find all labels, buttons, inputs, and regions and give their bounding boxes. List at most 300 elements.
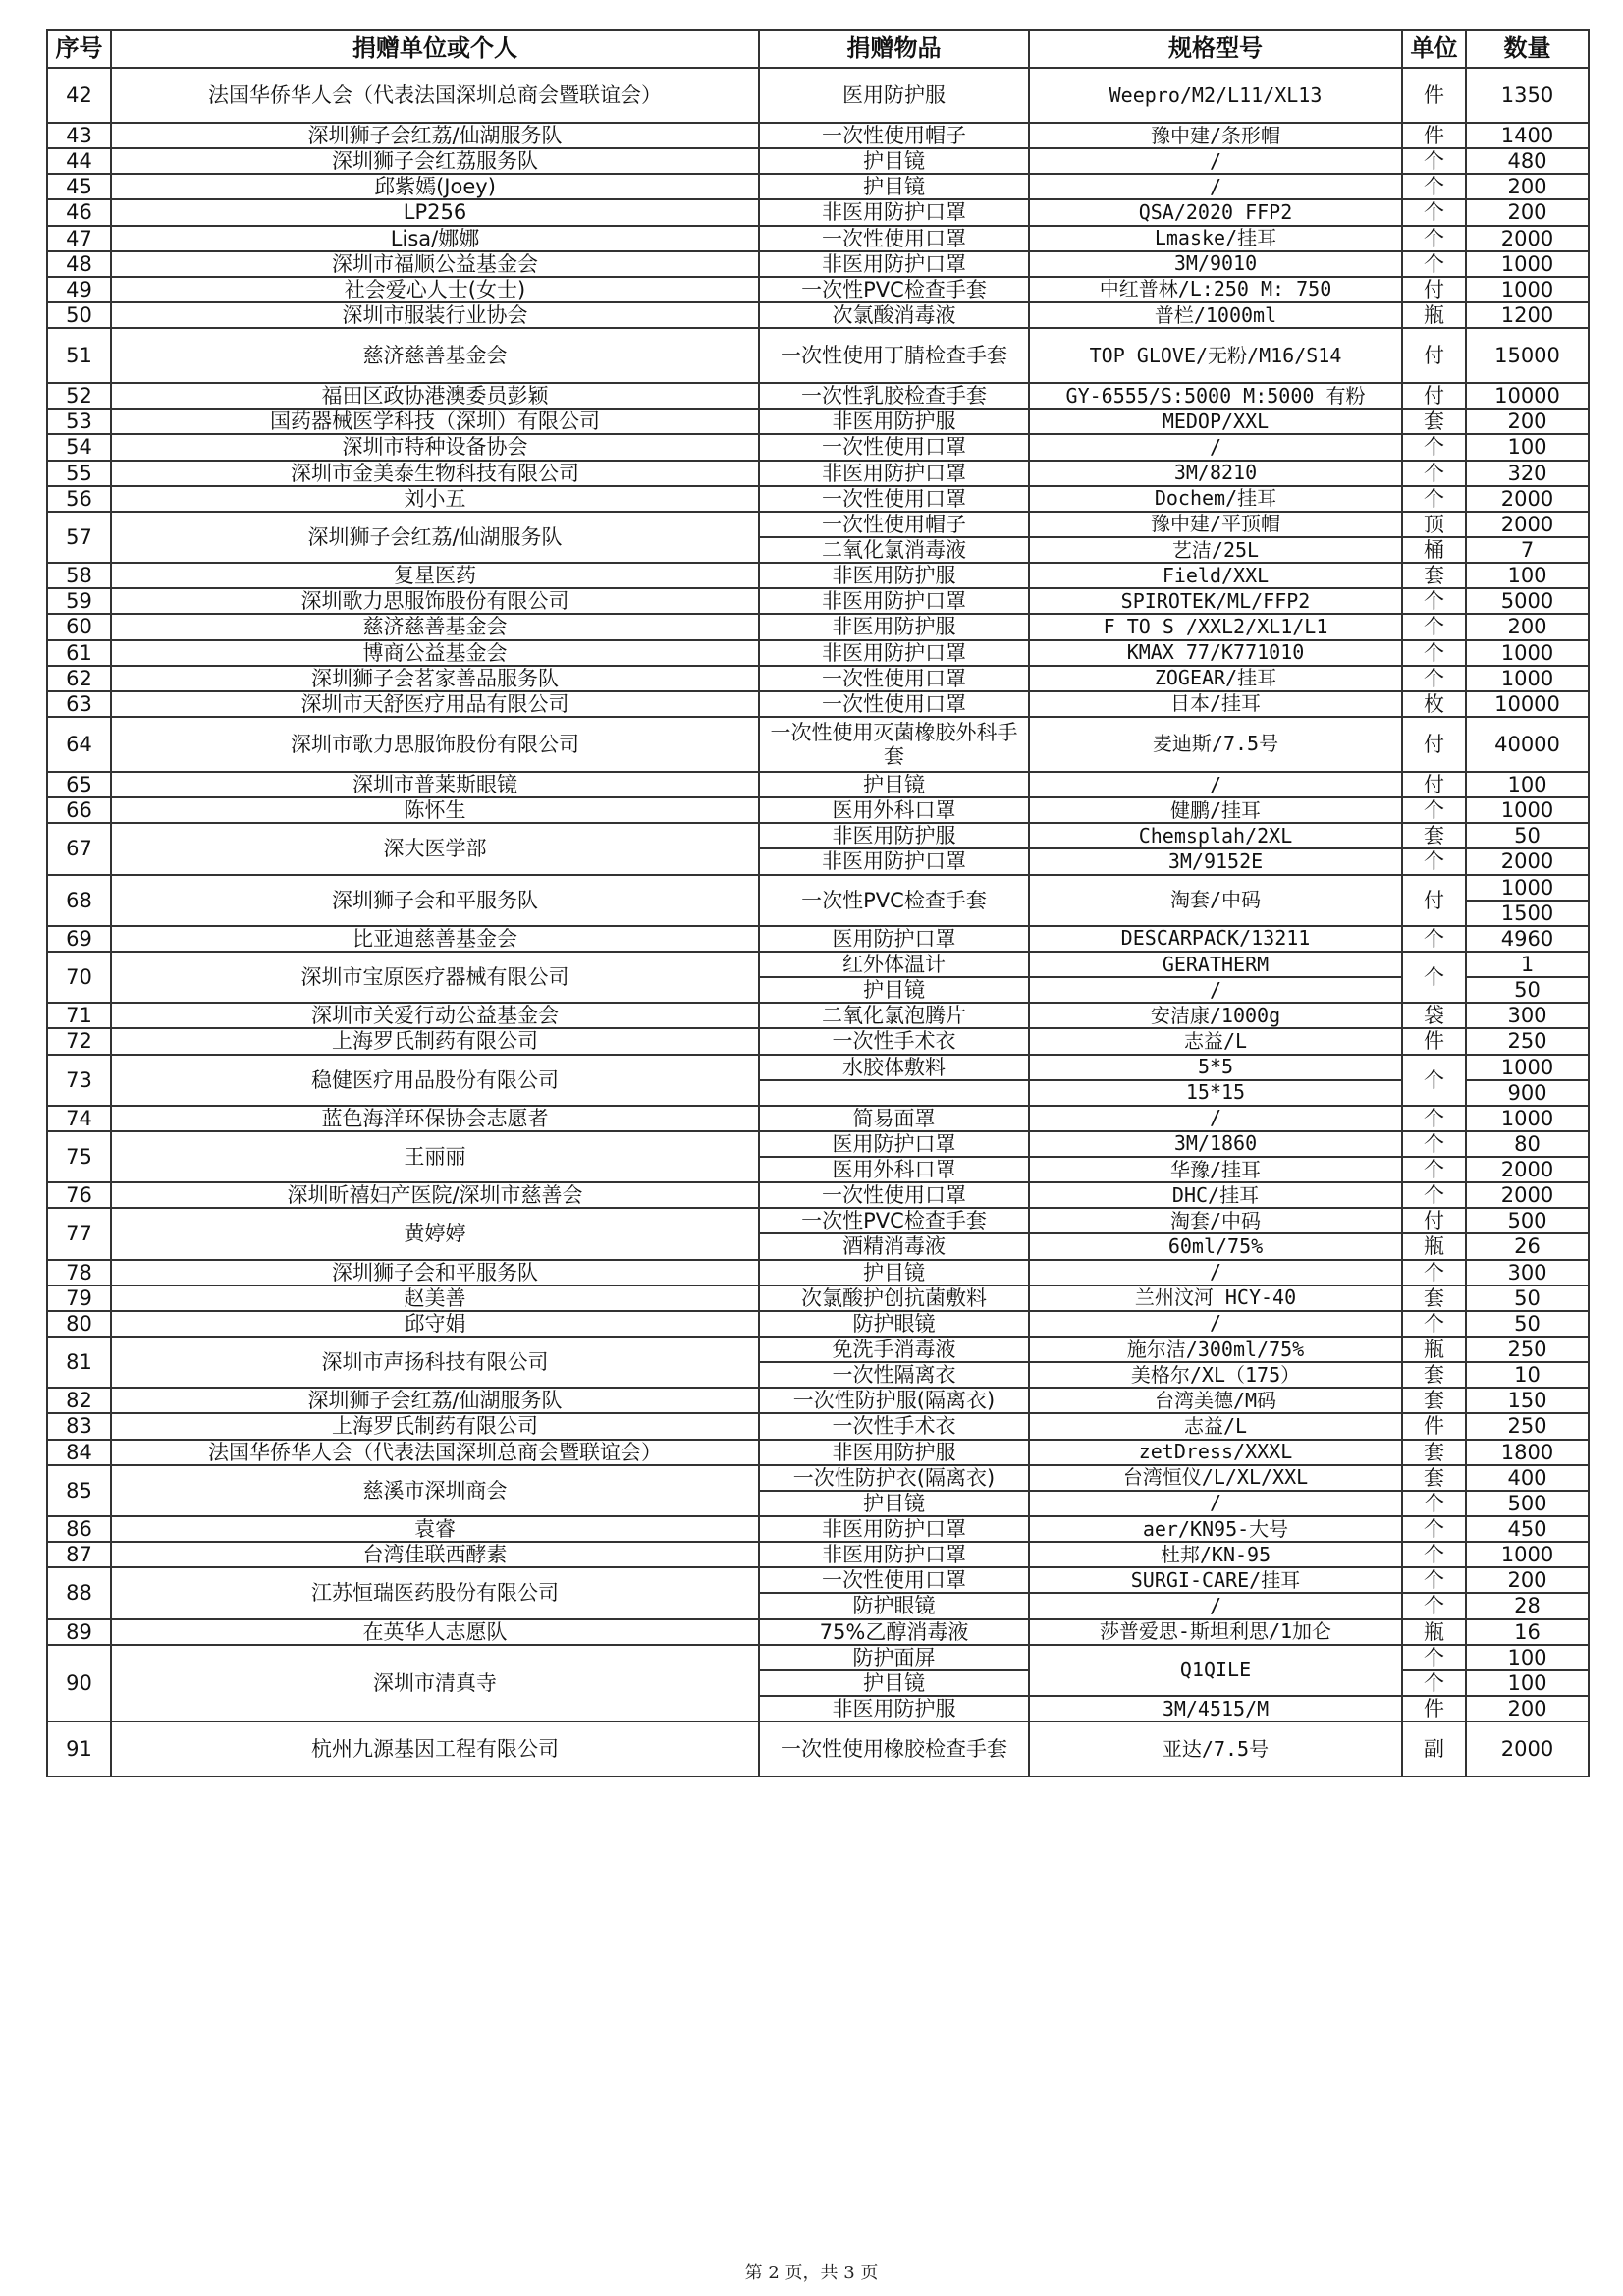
item-spec: 兰州汶河 HCY-40 (1029, 1285, 1402, 1311)
item-spec: 3M/8210 (1029, 461, 1402, 486)
item-unit: 套 (1402, 1285, 1466, 1311)
item-quantity: 15000 (1466, 328, 1589, 383)
donor-name: 深圳市宝原医疗器械有限公司 (111, 952, 759, 1003)
table-row (47, 1465, 1589, 1491)
item-unit: 个 (1402, 434, 1466, 460)
item-name: 非医用防护服 (759, 1440, 1029, 1465)
table-row (47, 383, 1589, 409)
item-name: 防护眼镜 (759, 1593, 1029, 1618)
item-spec: 日本/挂耳 (1029, 691, 1402, 717)
item-unit: 个 (1402, 1491, 1466, 1516)
row-number: 76 (47, 1182, 111, 1208)
item-unit: 个 (1402, 1567, 1466, 1593)
item-name: 一次性PVC检查手套 (759, 277, 1029, 302)
item-quantity: 450 (1466, 1516, 1589, 1542)
donor-name: 上海罗氏制药有限公司 (111, 1413, 759, 1439)
donor-name: 袁睿 (111, 1516, 759, 1542)
row-number: 90 (47, 1645, 111, 1722)
item-quantity: 1000 (1466, 797, 1589, 823)
item-quantity: 1200 (1466, 302, 1589, 328)
item-quantity: 2000 (1466, 512, 1589, 537)
item-spec: 施尔洁/300ml/75% (1029, 1337, 1402, 1362)
item-name: 护目镜 (759, 1670, 1029, 1696)
row-number: 86 (47, 1516, 111, 1542)
item-quantity: 100 (1466, 1670, 1589, 1696)
item-unit: 个 (1402, 666, 1466, 691)
donor-name: 赵美善 (111, 1285, 759, 1311)
row-number: 55 (47, 461, 111, 486)
table-row (47, 434, 1589, 460)
item-name: 一次性使用口罩 (759, 691, 1029, 717)
header-donor: 捐赠单位或个人 (111, 30, 759, 68)
item-name: 次氯酸消毒液 (759, 302, 1029, 328)
table-row (47, 640, 1589, 666)
item-quantity: 1800 (1466, 1440, 1589, 1465)
item-name: 二氧化氯泡腾片 (759, 1003, 1029, 1028)
table-row (47, 1260, 1589, 1285)
donor-name: 深圳昕禧妇产医院/深圳市慈善会 (111, 1182, 759, 1208)
item-spec: 豫中建/条形帽 (1029, 123, 1402, 148)
row-number: 53 (47, 409, 111, 434)
item-unit: 枚 (1402, 691, 1466, 717)
table-row (47, 1311, 1589, 1337)
table-row (47, 1208, 1589, 1233)
item-spec: KMAX 77/K771010 (1029, 640, 1402, 666)
table-row (47, 1440, 1589, 1465)
item-spec: zetDress/XXXL (1029, 1440, 1402, 1465)
item-spec: / (1029, 977, 1402, 1003)
item-name: 一次性PVC检查手套 (759, 875, 1029, 926)
item-unit: 个 (1402, 148, 1466, 174)
item-quantity: 1000 (1466, 277, 1589, 302)
item-unit: 个 (1402, 1516, 1466, 1542)
row-number: 54 (47, 434, 111, 460)
row-number: 62 (47, 666, 111, 691)
item-spec: DESCARPACK/13211 (1029, 926, 1402, 952)
item-quantity: 1000 (1466, 875, 1589, 901)
item-name: 护目镜 (759, 1491, 1029, 1516)
item-quantity: 1000 (1466, 1055, 1589, 1080)
item-name: 一次性手术衣 (759, 1028, 1029, 1054)
item-unit: 个 (1402, 1311, 1466, 1337)
item-spec: / (1029, 1491, 1402, 1516)
item-quantity: 500 (1466, 1491, 1589, 1516)
item-name: 免洗手消毒液 (759, 1337, 1029, 1362)
item-unit: 个 (1402, 174, 1466, 199)
row-number: 65 (47, 772, 111, 797)
item-unit: 桶 (1402, 537, 1466, 563)
item-quantity: 1000 (1466, 640, 1589, 666)
item-quantity: 1000 (1466, 251, 1589, 277)
item-unit: 个 (1402, 1131, 1466, 1157)
item-name: 非医用防护口罩 (759, 199, 1029, 225)
row-number: 88 (47, 1567, 111, 1618)
header-item: 捐赠物品 (759, 30, 1029, 68)
item-name: 医用防护口罩 (759, 1131, 1029, 1157)
item-unit: 套 (1402, 1388, 1466, 1413)
item-spec: 志益/L (1029, 1028, 1402, 1054)
item-name: 一次性使用口罩 (759, 1567, 1029, 1593)
item-quantity: 1 (1466, 952, 1589, 977)
table-row (47, 277, 1589, 302)
donor-name: 深圳市声扬科技有限公司 (111, 1337, 759, 1388)
donor-name: LP256 (111, 199, 759, 225)
row-number: 69 (47, 926, 111, 952)
item-name: 护目镜 (759, 174, 1029, 199)
item-unit: 个 (1402, 1670, 1466, 1696)
item-name: 一次性使用橡胶检查手套 (759, 1722, 1029, 1777)
donor-name: 深圳市天舒医疗用品有限公司 (111, 691, 759, 717)
row-number: 56 (47, 486, 111, 512)
item-unit: 个 (1402, 486, 1466, 512)
item-quantity: 900 (1466, 1080, 1589, 1106)
donor-name: 法国华侨华人会（代表法国深圳总商会暨联谊会） (111, 68, 759, 123)
item-spec: Q1QILE (1029, 1645, 1402, 1696)
item-spec: 莎普爱思-斯坦利思/1加仑 (1029, 1619, 1402, 1645)
table-row (47, 302, 1589, 328)
row-number: 59 (47, 588, 111, 614)
item-name: 一次性使用口罩 (759, 666, 1029, 691)
table-row (47, 691, 1589, 717)
item-quantity: 2000 (1466, 486, 1589, 512)
item-spec: 志益/L (1029, 1413, 1402, 1439)
item-unit: 个 (1402, 1106, 1466, 1131)
item-spec: Chemsplah/2XL (1029, 823, 1402, 848)
item-spec: 3M/9152E (1029, 848, 1402, 874)
row-number: 91 (47, 1722, 111, 1777)
item-unit: 个 (1402, 461, 1466, 486)
item-unit: 个 (1402, 199, 1466, 225)
item-name: 非医用防护口罩 (759, 251, 1029, 277)
item-unit: 付 (1402, 1208, 1466, 1233)
item-name: 一次性乳胶检查手套 (759, 383, 1029, 409)
table-row (47, 148, 1589, 174)
donor-name: 慈溪市深圳商会 (111, 1465, 759, 1516)
item-name: 一次性隔离衣 (759, 1362, 1029, 1388)
item-quantity: 2000 (1466, 226, 1589, 251)
donor-name: 在英华人志愿队 (111, 1619, 759, 1645)
item-name: 二氧化氯消毒液 (759, 537, 1029, 563)
donor-name: 深圳市清真寺 (111, 1645, 759, 1722)
donor-name: 慈济慈善基金会 (111, 614, 759, 639)
header-spec: 规格型号 (1029, 30, 1402, 68)
row-number: 57 (47, 512, 111, 563)
item-unit: 顶 (1402, 512, 1466, 537)
item-quantity: 250 (1466, 1337, 1589, 1362)
item-name: 非医用防护口罩 (759, 588, 1029, 614)
table-row (47, 797, 1589, 823)
item-name: 护目镜 (759, 772, 1029, 797)
item-unit: 套 (1402, 1465, 1466, 1491)
donor-name: 深圳狮子会红荔/仙湖服务队 (111, 512, 759, 563)
item-name: 防护面屏 (759, 1645, 1029, 1670)
item-spec: Weepro/M2/L11/XL13 (1029, 68, 1402, 123)
item-quantity: 480 (1466, 148, 1589, 174)
item-spec: SPIROTEK/ML/FFP2 (1029, 588, 1402, 614)
item-spec: F TO S /XXL2/XL1/L1 (1029, 614, 1402, 639)
row-number: 81 (47, 1337, 111, 1388)
item-name: 非医用防护服 (759, 1696, 1029, 1722)
item-spec: Dochem/挂耳 (1029, 486, 1402, 512)
item-name: 一次性使用帽子 (759, 123, 1029, 148)
item-spec: 淘套/中码 (1029, 875, 1402, 926)
item-name: 一次性防护衣(隔离衣) (759, 1465, 1029, 1491)
item-spec: / (1029, 148, 1402, 174)
item-name: 护目镜 (759, 1260, 1029, 1285)
row-number: 45 (47, 174, 111, 199)
item-unit: 副 (1402, 1722, 1466, 1777)
donor-name: 深圳狮子会茗家善品服务队 (111, 666, 759, 691)
item-quantity: 400 (1466, 1465, 1589, 1491)
item-name: 一次性手术衣 (759, 1413, 1029, 1439)
item-spec: 杜邦/KN-95 (1029, 1542, 1402, 1567)
table-row (47, 614, 1589, 639)
row-number: 66 (47, 797, 111, 823)
item-spec: SURGI-CARE/挂耳 (1029, 1567, 1402, 1593)
item-unit: 件 (1402, 1696, 1466, 1722)
row-number: 52 (47, 383, 111, 409)
item-quantity: 100 (1466, 772, 1589, 797)
item-spec: 淘套/中码 (1029, 1208, 1402, 1233)
item-quantity: 250 (1466, 1413, 1589, 1439)
item-quantity: 50 (1466, 1285, 1589, 1311)
row-number: 83 (47, 1413, 111, 1439)
item-unit: 瓶 (1402, 302, 1466, 328)
table-row (47, 1413, 1589, 1439)
row-number: 49 (47, 277, 111, 302)
item-spec: Field/XXL (1029, 563, 1402, 588)
item-quantity: 50 (1466, 823, 1589, 848)
row-number: 70 (47, 952, 111, 1003)
item-spec: 普栏/1000ml (1029, 302, 1402, 328)
item-name: 次氯酸护创抗菌敷料 (759, 1285, 1029, 1311)
item-unit: 瓶 (1402, 1619, 1466, 1645)
item-quantity: 80 (1466, 1131, 1589, 1157)
item-unit: 个 (1402, 797, 1466, 823)
donor-name: 深圳歌力思服饰股份有限公司 (111, 588, 759, 614)
item-name: 简易面罩 (759, 1106, 1029, 1131)
item-name: 75%乙醇消毒液 (759, 1619, 1029, 1645)
table-row (47, 68, 1589, 123)
donor-name: 王丽丽 (111, 1131, 759, 1182)
item-quantity: 10 (1466, 1362, 1589, 1388)
table-row (47, 926, 1589, 952)
item-spec: 台湾美德/M码 (1029, 1388, 1402, 1413)
donor-name: 陈怀生 (111, 797, 759, 823)
item-spec: / (1029, 1593, 1402, 1618)
item-name: 防护眼镜 (759, 1311, 1029, 1337)
table-row (47, 486, 1589, 512)
item-unit: 个 (1402, 640, 1466, 666)
item-quantity: 200 (1466, 614, 1589, 639)
item-quantity: 1350 (1466, 68, 1589, 123)
item-name: 一次性使用丁腈检查手套 (759, 328, 1029, 383)
donor-name: 深圳狮子会红荔/仙湖服务队 (111, 123, 759, 148)
item-name: 护目镜 (759, 148, 1029, 174)
item-spec: / (1029, 174, 1402, 199)
row-number: 68 (47, 875, 111, 926)
donor-name: 深圳市普莱斯眼镜 (111, 772, 759, 797)
donor-name: 博商公益基金会 (111, 640, 759, 666)
table-row (47, 512, 1589, 537)
donor-name: 深圳市特种设备协会 (111, 434, 759, 460)
item-name: 红外体温计 (759, 952, 1029, 977)
table-row (47, 226, 1589, 251)
donor-name: 稳健医疗用品股份有限公司 (111, 1055, 759, 1106)
header-quantity: 数量 (1466, 30, 1589, 68)
row-number: 42 (47, 68, 111, 123)
item-quantity: 250 (1466, 1028, 1589, 1054)
row-number: 87 (47, 1542, 111, 1567)
table-row (47, 666, 1589, 691)
item-name: 水胶体敷料 (759, 1055, 1029, 1080)
table-row (47, 1131, 1589, 1157)
row-number: 44 (47, 148, 111, 174)
item-name: 非医用防护口罩 (759, 1542, 1029, 1567)
donor-name: 社会爱心人士(女士) (111, 277, 759, 302)
row-number: 77 (47, 1208, 111, 1259)
item-unit: 个 (1402, 926, 1466, 952)
item-name: 一次性使用口罩 (759, 226, 1029, 251)
item-spec: aer/KN95-大号 (1029, 1516, 1402, 1542)
item-unit: 个 (1402, 1157, 1466, 1182)
donor-name: 蓝色海洋环保协会志愿者 (111, 1106, 759, 1131)
item-quantity: 1000 (1466, 1106, 1589, 1131)
item-quantity: 500 (1466, 1208, 1589, 1233)
item-spec: 安洁康/1000g (1029, 1003, 1402, 1028)
table-row (47, 1028, 1589, 1054)
table-row (47, 1619, 1589, 1645)
row-number: 63 (47, 691, 111, 717)
item-quantity: 2000 (1466, 1182, 1589, 1208)
donor-name: 深圳狮子会和平服务队 (111, 875, 759, 926)
donor-name: 台湾佳联西酵素 (111, 1542, 759, 1567)
item-unit: 个 (1402, 588, 1466, 614)
item-quantity: 200 (1466, 174, 1589, 199)
item-quantity: 100 (1466, 434, 1589, 460)
item-name: 酒精消毒液 (759, 1233, 1029, 1259)
table-row (47, 1567, 1589, 1593)
item-unit: 个 (1402, 614, 1466, 639)
item-name: 非医用防护口罩 (759, 848, 1029, 874)
item-name: 医用外科口罩 (759, 1157, 1029, 1182)
item-quantity: 40000 (1466, 717, 1589, 772)
item-unit: 瓶 (1402, 1337, 1466, 1362)
item-spec: GERATHERM (1029, 952, 1402, 977)
donor-name: 深圳狮子会红荔服务队 (111, 148, 759, 174)
row-number: 46 (47, 199, 111, 225)
row-number: 78 (47, 1260, 111, 1285)
item-quantity: 10000 (1466, 691, 1589, 717)
donor-name: 深圳狮子会红荔/仙湖服务队 (111, 1388, 759, 1413)
table-row (47, 588, 1589, 614)
row-number: 89 (47, 1619, 111, 1645)
item-quantity: 2000 (1466, 848, 1589, 874)
item-spec: 3M/4515/M (1029, 1696, 1402, 1722)
item-spec: DHC/挂耳 (1029, 1182, 1402, 1208)
item-quantity: 1400 (1466, 123, 1589, 148)
item-name: 护目镜 (759, 977, 1029, 1003)
item-spec: 15*15 (1029, 1080, 1402, 1106)
item-unit: 付 (1402, 277, 1466, 302)
row-number: 43 (47, 123, 111, 148)
item-unit: 个 (1402, 1542, 1466, 1567)
item-spec: 60ml/75% (1029, 1233, 1402, 1259)
item-name: 一次性防护服(隔离衣) (759, 1388, 1029, 1413)
row-number: 64 (47, 717, 111, 772)
item-name: 一次性PVC检查手套 (759, 1208, 1029, 1233)
item-unit: 付 (1402, 383, 1466, 409)
item-quantity: 50 (1466, 977, 1589, 1003)
item-name: 非医用防护服 (759, 563, 1029, 588)
donor-name: 国药器械医学科技（深圳）有限公司 (111, 409, 759, 434)
donor-name: 邱紫嫣(Joey) (111, 174, 759, 199)
item-name: 非医用防护口罩 (759, 1516, 1029, 1542)
item-quantity: 100 (1466, 1645, 1589, 1670)
table-row (47, 328, 1589, 383)
row-number: 79 (47, 1285, 111, 1311)
item-quantity: 16 (1466, 1619, 1589, 1645)
item-quantity: 7 (1466, 537, 1589, 563)
row-number: 72 (47, 1028, 111, 1054)
donor-name: 深圳市歌力思服饰股份有限公司 (111, 717, 759, 772)
donor-name: 深圳市金美泰生物科技有限公司 (111, 461, 759, 486)
item-spec: 5*5 (1029, 1055, 1402, 1080)
donor-name: 上海罗氏制药有限公司 (111, 1028, 759, 1054)
donor-name: 深圳市关爱行动公益基金会 (111, 1003, 759, 1028)
item-name: 非医用防护服 (759, 614, 1029, 639)
item-spec: / (1029, 1106, 1402, 1131)
item-spec: 华豫/挂耳 (1029, 1157, 1402, 1182)
table-body (47, 68, 1589, 1777)
item-name: 一次性使用口罩 (759, 1182, 1029, 1208)
item-name: 一次性使用口罩 (759, 486, 1029, 512)
table-row (47, 1722, 1589, 1777)
item-unit: 套 (1402, 563, 1466, 588)
item-quantity: 1000 (1466, 1542, 1589, 1567)
item-spec: TOP GLOVE/无粉/M16/S14 (1029, 328, 1402, 383)
item-quantity: 5000 (1466, 588, 1589, 614)
row-number: 50 (47, 302, 111, 328)
donor-name: 刘小五 (111, 486, 759, 512)
item-unit: 套 (1402, 823, 1466, 848)
item-spec: 中红普林/L:250 M: 750 (1029, 277, 1402, 302)
item-spec: / (1029, 434, 1402, 460)
donor-name: 杭州九源基因工程有限公司 (111, 1722, 759, 1777)
row-number: 73 (47, 1055, 111, 1106)
table-row (47, 717, 1589, 772)
donor-name: 邱守娟 (111, 1311, 759, 1337)
item-spec: 美格尔/XL（175） (1029, 1362, 1402, 1388)
item-quantity: 200 (1466, 1696, 1589, 1722)
item-unit: 套 (1402, 1362, 1466, 1388)
item-spec: / (1029, 1260, 1402, 1285)
item-quantity: 320 (1466, 461, 1589, 486)
item-unit: 件 (1402, 68, 1466, 123)
item-quantity: 300 (1466, 1003, 1589, 1028)
donor-name: 深圳市福顺公益基金会 (111, 251, 759, 277)
donor-name: 比亚迪慈善基金会 (111, 926, 759, 952)
item-spec: QSA/2020 FFP2 (1029, 199, 1402, 225)
item-unit: 付 (1402, 717, 1466, 772)
item-name (759, 1080, 1029, 1106)
table-row (47, 123, 1589, 148)
row-number: 60 (47, 614, 111, 639)
item-unit: 个 (1402, 226, 1466, 251)
table-row (47, 1516, 1589, 1542)
item-unit: 个 (1402, 848, 1466, 874)
item-quantity: 50 (1466, 1311, 1589, 1337)
